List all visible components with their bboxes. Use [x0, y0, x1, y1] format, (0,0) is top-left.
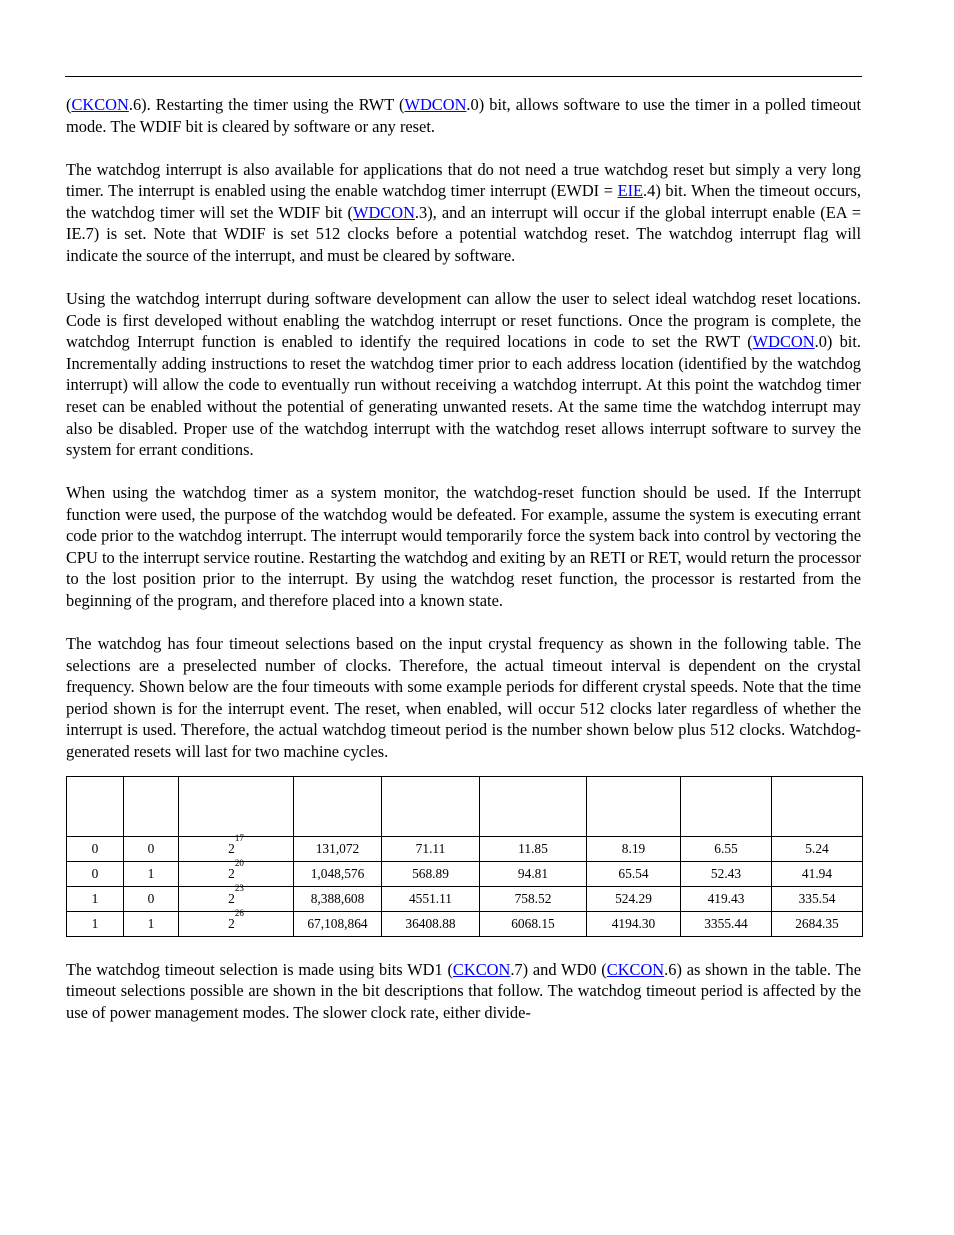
base: 2	[228, 915, 235, 931]
period-cell: 3355.44	[681, 911, 772, 936]
watchdog-timeout-table	[66, 776, 863, 937]
period-cell: 4551.11	[382, 886, 480, 911]
period-cell: 41.94	[772, 861, 863, 886]
ckcon-link[interactable]: CKCON	[71, 95, 129, 114]
period-cell: 94.81	[480, 861, 587, 886]
eie-link[interactable]: EIE	[617, 181, 644, 201]
clocks-cell: 8,388,608	[294, 886, 382, 911]
wd1-cell: 0	[67, 861, 124, 886]
table-row	[67, 911, 863, 936]
base: 2	[228, 890, 235, 906]
table-header-row	[67, 776, 863, 836]
header-cell	[382, 776, 480, 836]
wdcon-link[interactable]: WDCON	[752, 332, 815, 352]
period-cell: 5.24	[772, 836, 863, 861]
text-run: .7) and WD0 (	[510, 959, 607, 979]
paragraph-2	[66, 159, 861, 267]
period-cell: 6.55	[681, 836, 772, 861]
ckcon-link[interactable]: CKCON	[452, 959, 511, 979]
ckcon-link[interactable]: CKCON	[606, 959, 665, 979]
period-cell: 36408.88	[382, 911, 480, 936]
paragraph-1	[66, 94, 861, 137]
text-run: The watchdog timeout selection is made using bits WD1 (	[66, 959, 453, 979]
text-run: .6) as shown in the table. The timeout selections possible are shown in the bit descriptions that follow. The watchdog timeout period is affected by the use of power management modes. The slower clock rate, either divide-	[66, 959, 861, 1022]
period-cell: 6068.15	[480, 911, 587, 936]
header-cell	[67, 776, 124, 836]
wd0-cell: 1	[124, 861, 179, 886]
exponent: 20	[234, 857, 244, 868]
base: 2	[228, 865, 235, 881]
period-cell: 65.54	[587, 861, 681, 886]
exponent: 26	[234, 907, 244, 918]
header-cell	[294, 776, 382, 836]
header-cell	[179, 776, 294, 836]
wd0-cell: 0	[124, 886, 179, 911]
header-cell	[124, 776, 179, 836]
period-cell: 758.52	[480, 886, 587, 911]
wd1-cell: 0	[67, 836, 124, 861]
period-cell: 2684.35	[772, 911, 863, 936]
paragraph-4: When using the watchdog timer as a system monitor, the watchdog-reset function should be used. If the Interrupt function were used, the purpose of the watchdog would be defeated. For example, assume the system is executing errant code prior to the watchdog interrupt. The interrupt would temporarily force the system back into control by vectoring the CPU to the interrupt service routine. Restarting the watchdog and exiting by an RETI or RET, would return the processor to the lost position prior to the interrupt. By using the watchdog reset function, the processor is restarted from the beginning of the program, and therefore placed into a known state.	[66, 483, 861, 611]
period-cell: 52.43	[681, 861, 772, 886]
wd0-cell: 0	[124, 836, 179, 861]
exponent: 23	[234, 882, 244, 893]
table-row	[67, 886, 863, 911]
period-cell: 11.85	[480, 836, 587, 861]
period-cell: 71.11	[382, 836, 480, 861]
clocks-cell: 67,108,864	[294, 911, 382, 936]
clocks-cell: 131,072	[294, 836, 382, 861]
text-run: .6). Restarting the timer using the RWT (	[128, 95, 405, 114]
wdcon-link[interactable]: WDCON	[353, 202, 415, 222]
table-row	[67, 861, 863, 886]
wdcon-link[interactable]: WDCON	[404, 95, 467, 114]
paragraph-6	[66, 959, 861, 1024]
paragraph-5: The watchdog has four timeout selections based on the input crystal frequency as shown in the following table. The selections are a preselected number of clocks. Therefore, the actual timeout interval is dependent on the crystal frequency. Shown below are the four timeouts with some example periods for different crystal speeds. Note that the time period shown is for the interrupt event. The reset, when enabled, will occur 512 clocks later regardless of whether the interrupt is used. Therefore, the actual watchdog timeout period is the number shown below plus 512 clocks. Watchdog-generated resets will last for two machine cycles.	[66, 634, 861, 761]
wd0-cell: 1	[124, 911, 179, 936]
header-cell	[480, 776, 587, 836]
text-run: .3), and an interrupt will occur if the global interrupt enable (EA = IE.7) is set. Note that WDIF is set 512 clocks before a potential watchdog reset. The watchdog interrupt flag will indicate the source of the interrupt, and must be cleared by software.	[66, 202, 861, 265]
text-run: .0) bit, allows software to use the timer in a polled timeout mode. The WDIF bit is cleared by software or any reset.	[66, 95, 862, 136]
clocks-cell: 1,048,576	[294, 861, 382, 886]
text-run: (	[66, 95, 72, 114]
document-body	[66, 94, 861, 1045]
wd1-cell: 1	[67, 886, 124, 911]
header-cell	[587, 776, 681, 836]
period-cell: 4194.30	[587, 911, 681, 936]
period-cell: 8.19	[587, 836, 681, 861]
header-cell	[681, 776, 772, 836]
text-run: Using the watchdog interrupt during software development can allow the user to select ideal watchdog reset locations. Code is first developed without enabling the watchdog interrupt or reset functions. Once the program is complete, the watchdog Interrupt function is enabled to identify the required locations in code to set the RWT (	[66, 288, 861, 352]
period-cell: 419.43	[681, 886, 772, 911]
text-run: .0) bit. Incrementally adding instructions to reset the watchdog timer prior to each address location (identified by the watchdog interrupt) will allow the code to eventually run without receiving a watchdog interrupt. At this point the watchdog timer reset can be enabled without the potential of generating unwanted resets. At the same time the watchdog interrupt may also be disabled. Proper use of the watchdog interrupt with the watchdog reset allows interrupt software to survey the system for errant conditions.	[66, 332, 862, 460]
wd1-cell: 1	[67, 911, 124, 936]
clocks-power-cell	[179, 907, 294, 936]
paragraph-3	[66, 288, 861, 461]
period-cell: 524.29	[587, 886, 681, 911]
table-row	[67, 836, 863, 861]
period-cell: 335.54	[772, 886, 863, 911]
base: 2	[228, 840, 235, 856]
text-run: .4) bit. When the timeout occurs, the watchdog timer will set the WDIF bit (	[66, 181, 861, 222]
exponent: 17	[234, 832, 244, 843]
period-cell: 568.89	[382, 861, 480, 886]
header-rule	[65, 76, 862, 77]
header-cell	[772, 776, 863, 836]
text-run: The watchdog interrupt is also available for applications that do not need a true watchdog reset but simply a very long timer. The interrupt is enabled using the enable watchdog timer interrupt (EWDI =	[66, 159, 861, 201]
